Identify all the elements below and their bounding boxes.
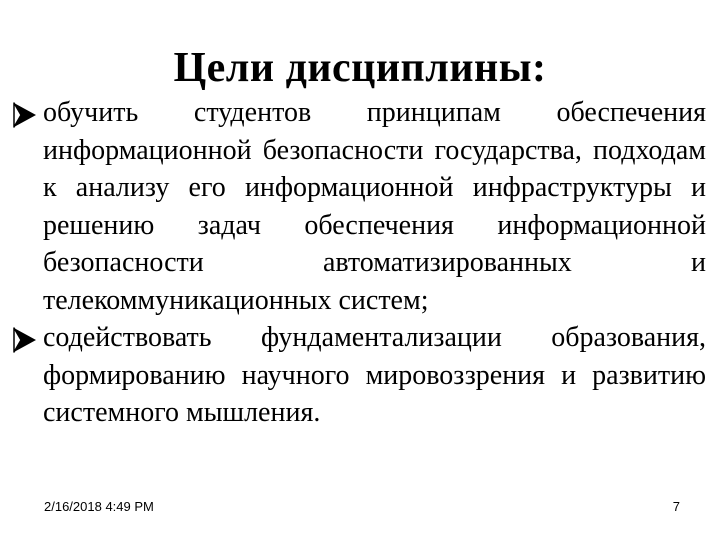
bullet-item [12, 319, 706, 432]
slide-title: Цели дисциплины: [173, 45, 547, 91]
bullet-text: обучить студентов принципам обеспечения информационной безопасности государства, подходам к анализу его информационной инфраструктуры и решению задач обеспечения информационной безопасности автоматизированных и телекоммуникационных систем; [43, 97, 706, 316]
arrow-bullet-icon [12, 102, 38, 128]
bullet-list [12, 94, 706, 432]
arrow-bullet-icon [12, 327, 38, 353]
bullet-item [12, 94, 706, 319]
footer-date: 2/16/2018 4:49 PM [44, 499, 154, 514]
bullet-text: содействовать фундаментализации образования, формированию научного мировоззрения и развитию системного мышления. [43, 322, 706, 428]
footer-page-number: 7 [672, 499, 680, 514]
